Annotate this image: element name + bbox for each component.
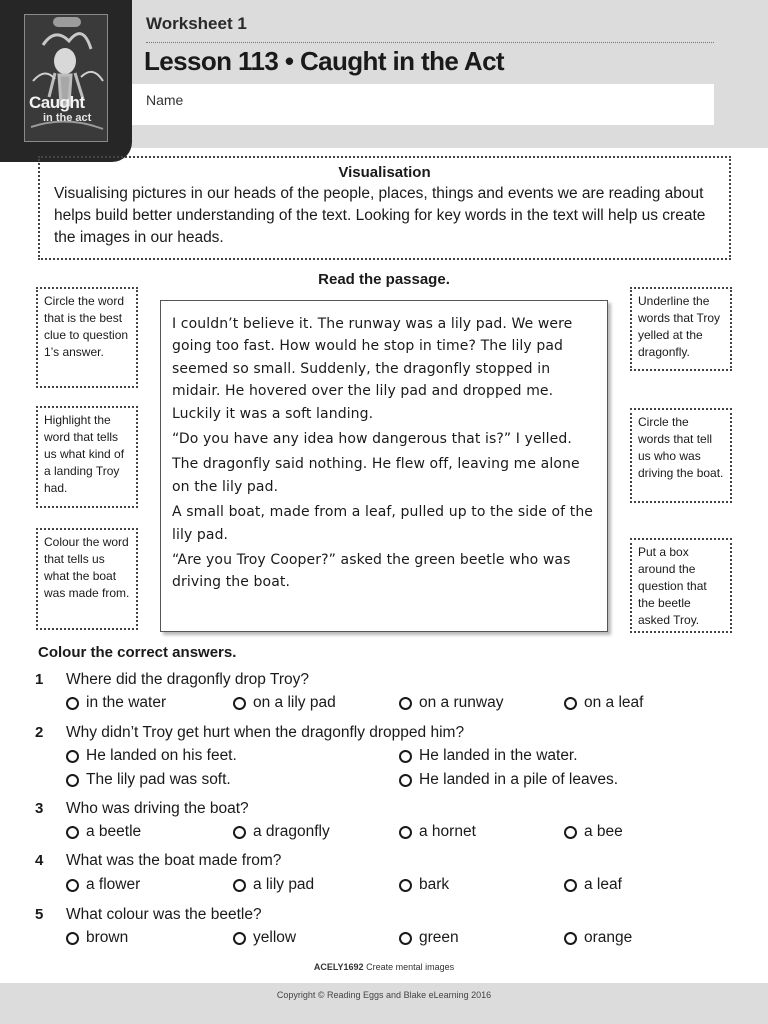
question-number: 1 (35, 671, 44, 688)
instruction-highlight-landing: Highlight the word that tells us what kind of a landing Troy had. (36, 406, 138, 508)
answer-option[interactable] (66, 876, 140, 894)
question-text: What was the boat made from? (66, 852, 282, 869)
answer-circle-icon (66, 932, 79, 945)
answer-option[interactable] (399, 694, 503, 712)
header-divider (146, 42, 714, 43)
instruction-circle-clue: Circle the word that is the best clue to question 1’s answer. (36, 287, 138, 388)
visualisation-title: Visualisation (338, 164, 431, 181)
instruction-underline-yelled: Underline the words that Troy yelled at the dragonfly. (630, 287, 732, 371)
answer-option[interactable] (66, 694, 166, 712)
answer-option-label: on a leaf (584, 694, 644, 711)
cover-title: Caught (29, 93, 85, 112)
answer-option[interactable] (399, 823, 476, 841)
answer-circle-icon (399, 879, 412, 892)
question-number: 4 (35, 852, 44, 869)
question-text: Who was driving the boat? (66, 800, 249, 817)
passage-box (160, 300, 608, 632)
answer-option-label: a bee (584, 823, 623, 840)
answer-circle-icon (564, 932, 577, 945)
answer-option-label: on a runway (419, 694, 504, 711)
answer-option-label: He landed in the water. (419, 747, 578, 764)
answer-option-label: a hornet (419, 823, 476, 840)
answer-option[interactable] (564, 823, 623, 841)
answer-circle-icon (233, 826, 246, 839)
answer-circle-icon (66, 697, 79, 710)
answer-option[interactable] (399, 771, 618, 789)
answer-option[interactable] (399, 876, 449, 894)
lesson-title: Lesson 113 • Caught in the Act (144, 46, 504, 76)
question-number: 5 (35, 906, 44, 923)
answer-circle-icon (233, 879, 246, 892)
answer-circle-icon (233, 932, 246, 945)
curriculum-code-id: ACELY1692 (313, 962, 364, 972)
answer-circle-icon (399, 750, 412, 763)
answer-circle-icon (66, 879, 79, 892)
instruction-colour-boat: Colour the word that tells us what the boat was made from. (36, 528, 138, 630)
answer-option-label: The lily pad was soft. (86, 771, 231, 788)
answer-option-label: in the water (86, 694, 167, 711)
answer-option-label: yellow (253, 929, 297, 946)
passage-paragraph: “Do you have any idea how dangerous that is?” I yelled. (172, 431, 572, 448)
questions-heading: Colour the correct answers. (38, 644, 237, 661)
question-text: Why didn’t Troy get hurt when the dragonfly dropped him? (66, 724, 465, 741)
copyright-text: Copyright © Reading Eggs and Blake eLearning 2016 (276, 990, 492, 1000)
footer-band (0, 983, 768, 1024)
answer-option[interactable] (66, 771, 231, 789)
answer-circle-icon (564, 879, 577, 892)
answer-option[interactable] (233, 929, 296, 947)
curriculum-code (0, 962, 768, 972)
answer-option-label: He landed on his feet. (86, 747, 237, 764)
answer-option-label: on a lily pad (253, 694, 336, 711)
name-field[interactable] (132, 84, 714, 125)
name-label: Name (146, 92, 184, 108)
answer-circle-icon (233, 697, 246, 710)
answer-option-label: green (419, 929, 459, 946)
cover-subtitle: in the act (43, 112, 92, 124)
answer-option-label: a leaf (584, 876, 622, 893)
answer-circle-icon (399, 697, 412, 710)
answer-option[interactable] (66, 823, 141, 841)
passage-paragraph: The dragonfly said nothing. He flew off, leaving me alone on the lily pad. (172, 456, 580, 495)
instruction-box-question: Put a box around the question that the beetle asked Troy. (630, 538, 732, 633)
answer-circle-icon (564, 697, 577, 710)
curriculum-code-desc: Create mental images (366, 962, 455, 972)
instruction-circle-driver: Circle the words that tell us who was driving the boat. (630, 408, 732, 503)
answer-option[interactable] (399, 929, 459, 947)
answer-circle-icon (564, 826, 577, 839)
passage-paragraph: “Are you Troy Cooper?” asked the green beetle who was driving the boat. (172, 552, 571, 591)
answer-option-label: a dragonfly (253, 823, 330, 840)
answer-option-label: a beetle (86, 823, 142, 840)
answer-option-label: orange (584, 929, 633, 946)
answer-option-label: a lily pad (253, 876, 315, 893)
answer-option[interactable] (233, 823, 330, 841)
book-cover-panel (0, 0, 132, 162)
answer-circle-icon (66, 826, 79, 839)
answer-option-label: a flower (86, 876, 141, 893)
answer-option-label: He landed in a pile of leaves. (419, 771, 619, 788)
answer-option[interactable] (66, 747, 237, 765)
read-passage-heading: Read the passage. (318, 271, 450, 288)
answer-circle-icon (66, 750, 79, 763)
worksheet-label: Worksheet 1 (146, 14, 247, 33)
answer-option[interactable] (233, 876, 314, 894)
answer-option[interactable] (399, 747, 578, 765)
answer-option-label: bark (419, 876, 450, 893)
question-text: What colour was the beetle? (66, 906, 262, 923)
passage-paragraph: A small boat, made from a leaf, pulled up to the side of the lily pad. (172, 504, 594, 543)
question-number: 3 (35, 800, 44, 817)
question-number: 2 (35, 724, 44, 741)
passage-paragraph: I couldn’t believe it. The runway was a lily pad. We were going too fast. How would he stop in time? The lily pad seemed so small. Suddenly, the dragonfly stopped in midair. He hovered over the lily pad and dropped me. Luckily it was a soft landing. (172, 316, 573, 422)
question-text: Where did the dragonfly drop Troy? (66, 671, 309, 688)
book-cover-image (24, 14, 108, 142)
answer-option[interactable] (564, 929, 632, 947)
answer-option-label: brown (86, 929, 129, 946)
answer-circle-icon (399, 826, 412, 839)
answer-circle-icon (66, 774, 79, 787)
visualisation-text: Visualising pictures in our heads of the people, places, things and events we are reading about helps build better understanding of the text. Looking for key words in the text will help us create the images in our heads. (54, 185, 706, 246)
answer-circle-icon (399, 932, 412, 945)
answer-circle-icon (399, 774, 412, 787)
answer-option[interactable] (66, 929, 128, 947)
visualisation-box (38, 156, 731, 260)
answer-option[interactable] (233, 694, 336, 712)
answer-option[interactable] (564, 876, 622, 894)
answer-option[interactable] (564, 694, 643, 712)
